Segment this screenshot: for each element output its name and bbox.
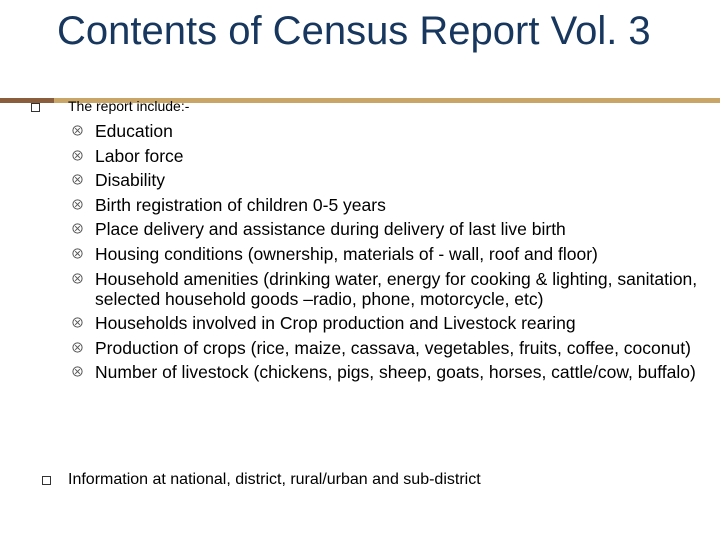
list-item bbox=[72, 244, 702, 264]
circled-x-bullet-icon bbox=[72, 317, 83, 328]
list-item bbox=[72, 219, 702, 239]
list-item bbox=[72, 195, 702, 215]
list-item-text: Housing conditions (ownership, materials of - wall, roof and floor) bbox=[95, 243, 598, 264]
list-item bbox=[72, 170, 702, 190]
list-item bbox=[72, 121, 702, 141]
circled-x-bullet-icon bbox=[72, 174, 83, 185]
footer-point: Information at national, district, rural/urban and sub-district bbox=[68, 471, 481, 488]
list-item-text: Number of livestock (chickens, pigs, sheep, goats, horses, cattle/cow, buffalo) bbox=[95, 362, 696, 383]
list-item-text: Household amenities (drinking water, energy for cooking & lighting, sanitation, selected household goods –radio, phone, motorcycle, etc) bbox=[95, 268, 698, 309]
list-item-text: Labor force bbox=[95, 145, 184, 166]
content-list bbox=[72, 121, 702, 387]
list-item bbox=[72, 313, 702, 333]
circled-x-bullet-icon bbox=[72, 125, 83, 136]
list-item-text: Households involved in Crop production and Livestock rearing bbox=[95, 313, 576, 334]
list-item-text: Production of crops (rice, maize, cassava, vegetables, fruits, coffee, coconut) bbox=[95, 337, 691, 358]
list-item bbox=[72, 362, 702, 382]
square-bullet-icon bbox=[31, 103, 40, 112]
list-item-text: Education bbox=[95, 121, 173, 141]
list-item bbox=[72, 338, 702, 358]
circled-x-bullet-icon bbox=[72, 342, 83, 353]
circled-x-bullet-icon bbox=[72, 248, 83, 259]
list-item-text: Birth registration of children 0-5 years bbox=[95, 194, 386, 215]
circled-x-bullet-icon bbox=[72, 366, 83, 377]
circled-x-bullet-icon bbox=[72, 273, 83, 284]
circled-x-bullet-icon bbox=[72, 150, 83, 161]
circled-x-bullet-icon bbox=[72, 223, 83, 234]
list-item-text: Place delivery and assistance during delivery of last live birth bbox=[95, 219, 566, 240]
list-item bbox=[72, 269, 702, 309]
list-item bbox=[72, 146, 702, 166]
list-item-text: Disability bbox=[95, 170, 166, 191]
intro-text: The report include:- bbox=[68, 98, 190, 114]
slide-title: Contents of Census Report Vol. 3 bbox=[57, 9, 651, 53]
title-rule-accent bbox=[0, 98, 54, 103]
circled-x-bullet-icon bbox=[72, 199, 83, 210]
square-bullet-icon bbox=[42, 476, 51, 485]
